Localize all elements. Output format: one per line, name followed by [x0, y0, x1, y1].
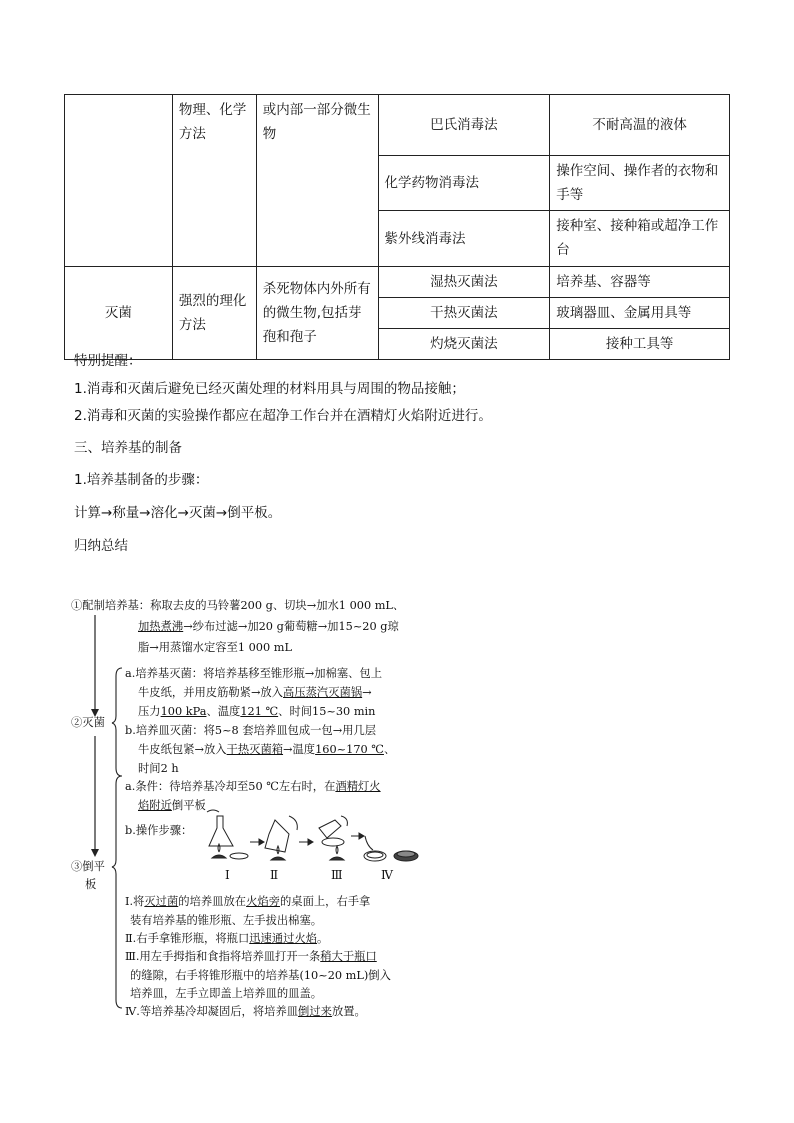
table-cell: 灭菌	[65, 267, 173, 360]
pouring-flask-icon	[319, 820, 341, 838]
flame-icon	[277, 846, 279, 854]
flow-text: 牛皮纸，并用皮筋勒紧→放入	[138, 686, 284, 699]
flow-step3-label: 板	[85, 878, 97, 891]
flow-step3a-line1	[125, 778, 381, 797]
flow-text: →温度	[283, 743, 316, 756]
flow-text: 的桌面上，右手拿	[279, 895, 371, 908]
steps-title: 1.培养基制备的步骤：	[74, 472, 209, 488]
flow-text: 、温度	[206, 705, 241, 718]
table-cell: 接种工具等	[550, 329, 730, 360]
flow-step3-label: ③倒平	[71, 860, 105, 873]
table-cell: 物理、化学方法	[172, 95, 256, 267]
flow-text: 、	[383, 743, 396, 756]
keyword: 加热煮沸	[138, 620, 184, 633]
table-cell: 紫外线消毒法	[378, 211, 550, 267]
flow-step1-line2	[138, 618, 399, 637]
keyword: 干热灭菌箱	[226, 743, 284, 756]
petri-dish-icon	[230, 853, 248, 859]
flow-text: Ⅱ.右手拿锥形瓶，将瓶口	[125, 932, 250, 945]
flow-text: Ⅲ.用左手拇指和食指将培养皿打开一条	[125, 950, 321, 963]
note-item: 2.消毒和灭菌的实验操作都应在超净工作台并在酒精灯火焰附近进行。	[74, 408, 492, 424]
flow-text: →	[362, 686, 372, 699]
table-cell: 接种室、接种箱或超净工作台	[550, 211, 730, 267]
table-cell: 灼烧灭菌法	[378, 329, 550, 360]
alcohol-lamp-icon	[330, 857, 344, 860]
flow-step1-line1: ①配制培养基：称取去皮的马铃薯200 g、切块→加水1 000 mL、	[71, 599, 405, 612]
flow-text: Ⅰ.将	[125, 895, 145, 908]
flow-text: 倒平板	[171, 799, 206, 812]
procedure-step1-line1	[125, 893, 370, 912]
keyword: 灭过菌	[144, 895, 179, 908]
flow-step1-line3: 脂→用蒸馏水定容至1 000 mL	[138, 641, 292, 654]
table-cell: 玻璃器皿、金属用具等	[550, 298, 730, 329]
flow-text: 、时间15~30 min	[278, 705, 376, 718]
petri-dish-icon	[322, 838, 344, 846]
procedure-step3-line1	[125, 948, 377, 967]
keyword: 酒精灯火	[335, 780, 381, 793]
flask-icon	[209, 816, 233, 846]
alcohol-lamp-icon	[212, 855, 226, 858]
alcohol-lamp-icon	[271, 857, 285, 860]
flow-step2a-line3	[138, 703, 375, 722]
pouring-plates-illustration	[195, 806, 425, 866]
flow-text: 压力	[138, 705, 161, 718]
flow-text: 。	[317, 932, 329, 945]
procedure-step3-line3: 培养皿，左手立即盖上培养皿的皿盖。	[130, 987, 323, 1000]
keyword: 迅速通过火焰	[249, 932, 318, 945]
note-item: 1.消毒和灭菌后避免已经灭菌处理的材料用具与周围的物品接触；	[74, 381, 465, 397]
keyword: 焰附近	[138, 799, 172, 812]
keyword: 100 kPa	[160, 705, 207, 718]
keyword: 160~170 ℃	[315, 743, 384, 756]
step-label: Ⅳ	[381, 868, 393, 882]
table-cell: 培养基、容器等	[550, 267, 730, 298]
section-heading: 三、培养基的制备	[74, 440, 182, 456]
steps-text: 计算→称量→溶化→灭菌→倒平板。	[74, 505, 282, 521]
flow-step2-label: ②灭菌	[71, 716, 105, 729]
table-cell: 巴氏消毒法	[378, 95, 550, 156]
keyword: 火焰旁	[246, 895, 280, 908]
table-cell: 强烈的理化方法	[172, 267, 256, 360]
summary-heading: 归纳总结	[74, 538, 128, 554]
flow-step2b-line2	[138, 741, 395, 760]
procedure-step3-line2: 的缝隙，右手将锥形瓶中的培养基(10~20 mL)倒入	[130, 969, 391, 982]
flow-step2a-line1: a.培养基灭菌：将培养基移至锥形瓶→加棉塞、包上	[125, 667, 383, 680]
table-cell: 或内部一部分微生物	[256, 95, 378, 267]
flow-step2b-line1: b.培养皿灭菌：将5~8 套培养皿包成一包→用几层	[125, 724, 377, 737]
flow-text: →纱布过滤→加20 g葡萄糖→加15~20 g琼	[183, 620, 399, 633]
flow-text: 的培养皿放在	[178, 895, 247, 908]
flow-step2a-line2	[138, 684, 372, 703]
step-label: Ⅱ	[270, 868, 279, 882]
table-cell: 操作空间、操作者的衣物和手等	[550, 156, 730, 211]
procedure-step1-line2: 装有培养基的锥形瓶、左手拔出棉塞。	[130, 914, 323, 927]
step-label: Ⅰ	[225, 868, 230, 882]
table-cell: 杀死物体内外所有的微生物,包括芽孢和孢子	[256, 267, 378, 360]
flow-step2b-line3: 时间2 h	[138, 762, 179, 775]
flow-text: 牛皮纸包紧→放入	[138, 743, 227, 756]
flame-icon	[218, 844, 220, 852]
table-cell: 不耐高温的液体	[550, 95, 730, 156]
table-cell: 化学药物消毒法	[378, 156, 550, 211]
flame-icon	[336, 846, 338, 854]
step-label: Ⅲ	[331, 868, 343, 882]
procedure-step4	[125, 1003, 366, 1022]
keyword: 稍大于瓶口	[320, 950, 377, 963]
flow-text: Ⅳ.等培养基冷却凝固后，将培养皿	[125, 1005, 299, 1018]
table-cell: 湿热灭菌法	[378, 267, 550, 298]
keyword: 121 ℃	[240, 705, 279, 718]
flow-step3b: b.操作步骤：	[125, 824, 193, 837]
flow-text: a.条件：待培养基冷却至50 ℃左右时，在	[125, 780, 336, 793]
table-cell: 干热灭菌法	[378, 298, 550, 329]
flow-text: 放置。	[331, 1005, 366, 1018]
keyword: 倒过来	[298, 1005, 332, 1018]
note-title: 特别提醒：	[74, 353, 142, 369]
keyword: 高压蒸汽灭菌锅	[283, 686, 363, 699]
procedure-step2	[125, 930, 328, 949]
